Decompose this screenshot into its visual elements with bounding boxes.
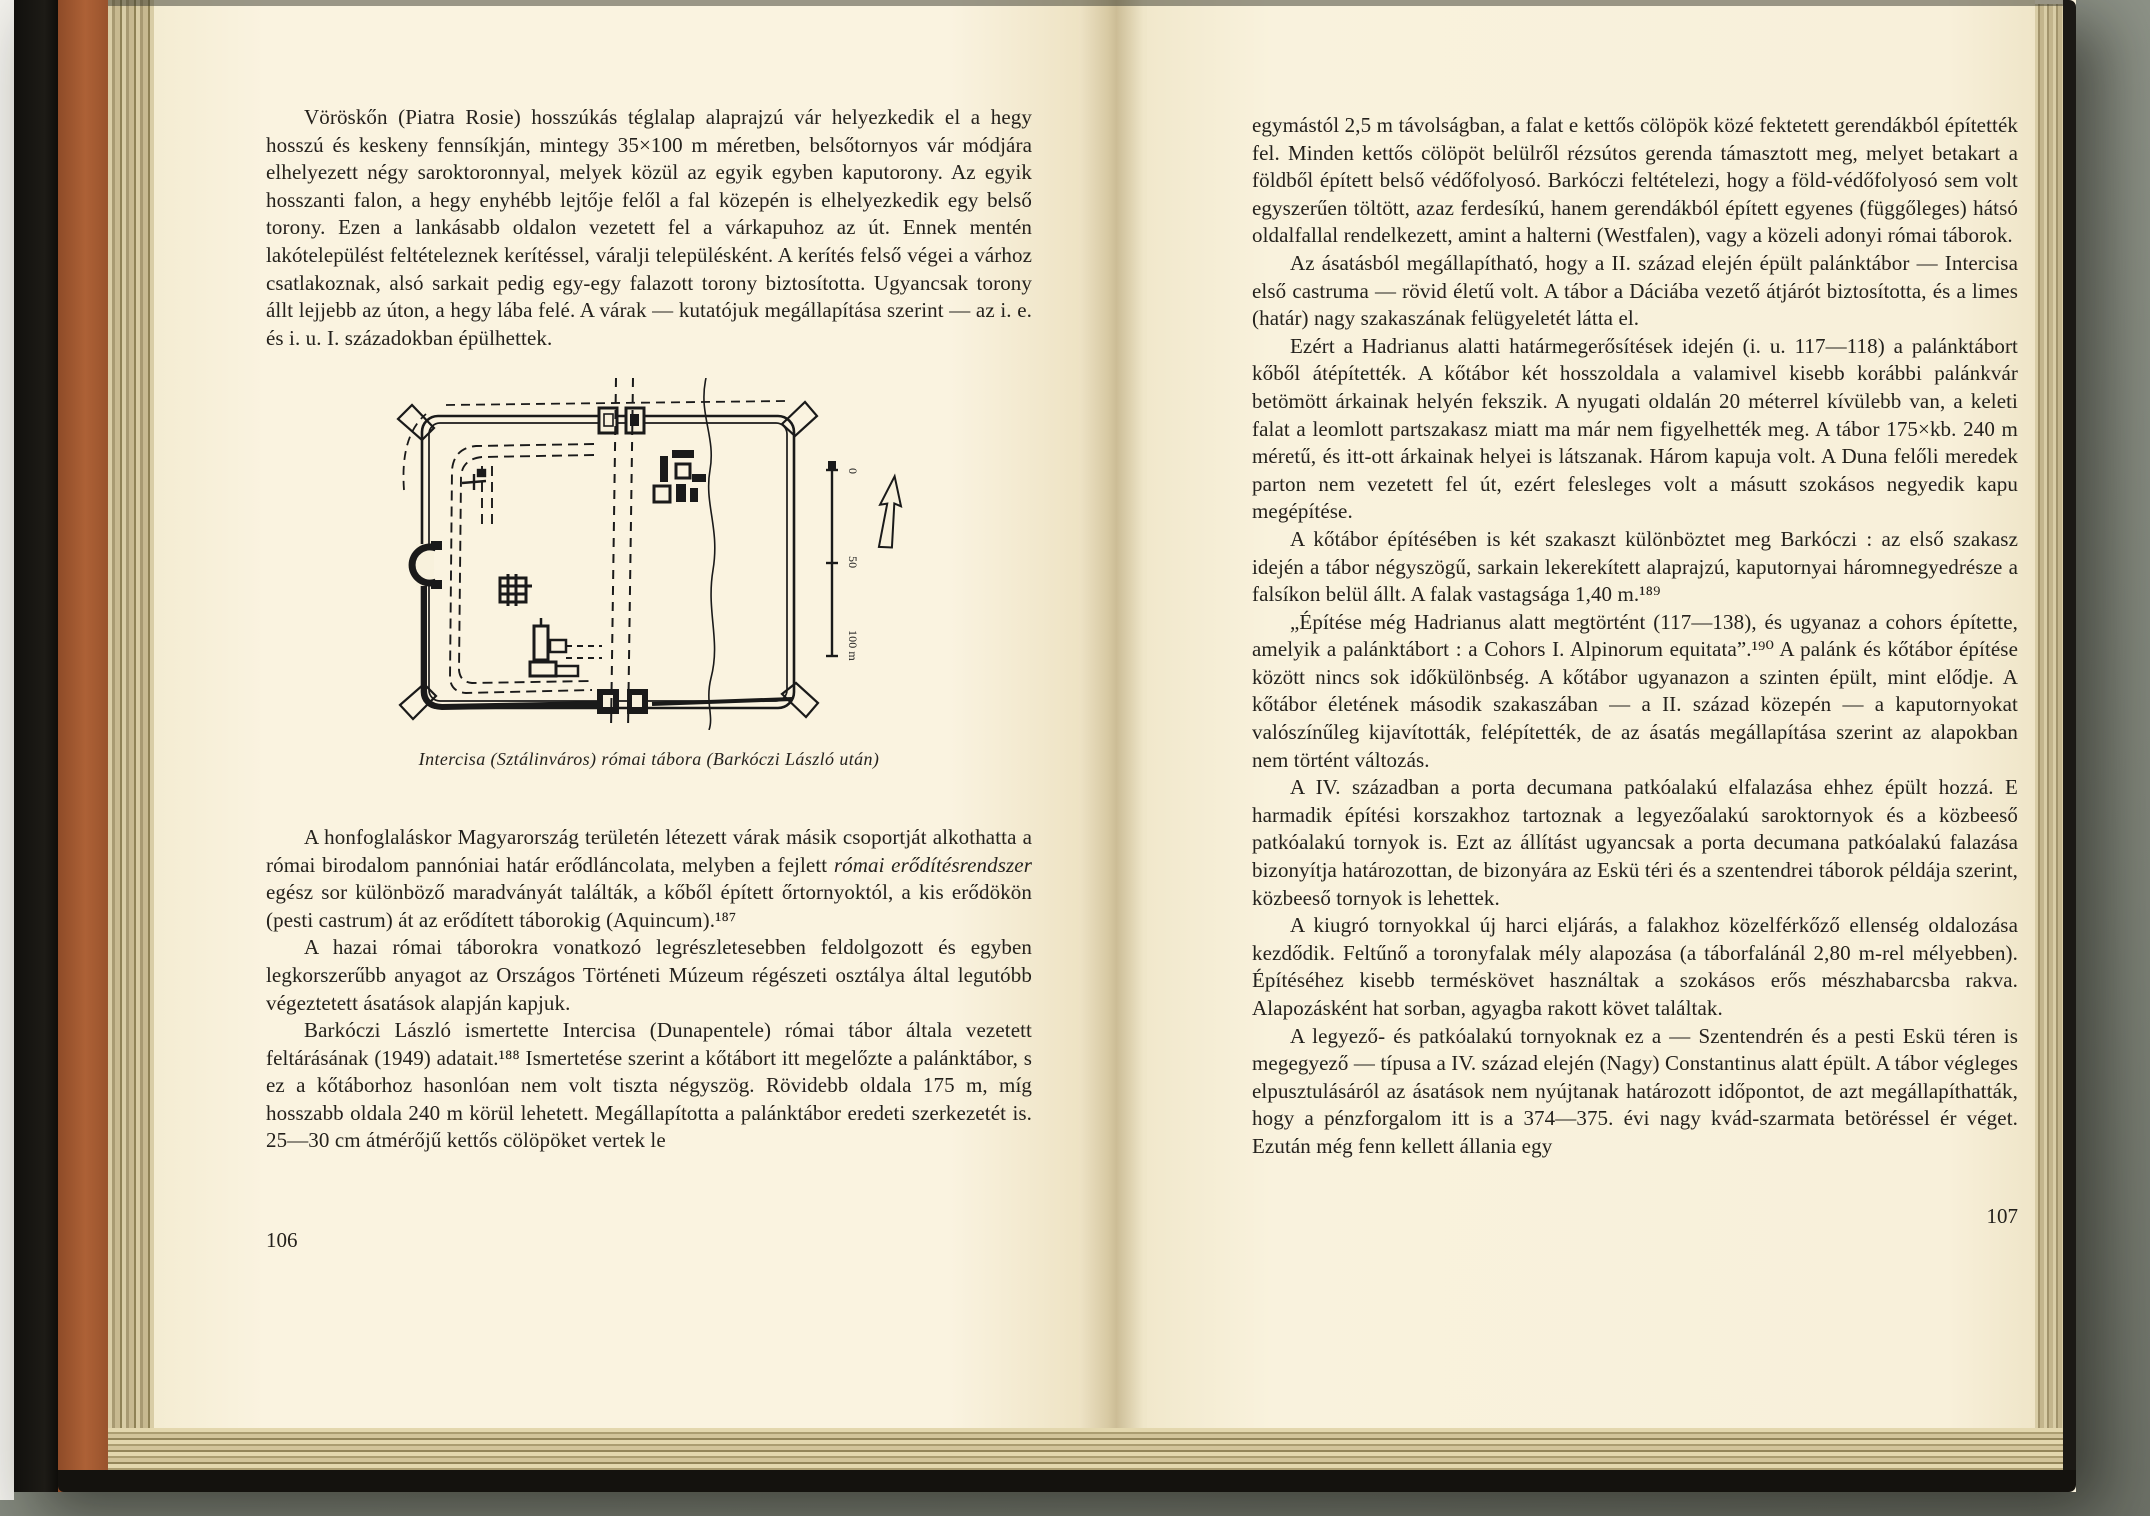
top-gate-towers xyxy=(599,408,644,433)
book xyxy=(14,0,2076,1492)
camp-plan-diagram xyxy=(354,378,944,730)
paragraph: A IV. században a porta decumana patkóalakú elfalazása ehhez épült hozzá. E harmadik építési korszakhoz tartoznak a legyezőalakú saroktornyok és a közbeeső patkóalakú tornyok is. Ezt az állítást ugyancsak a porta decumana patkóalakú falazása bizonyítja határozottan, de bizonyára az Eskü téri és a szentendrei táborok példája szerint, közbeeső tornyok is lehettek. xyxy=(1252,775,2018,910)
right-page-text xyxy=(1252,112,2018,1161)
page-edges-right xyxy=(2035,4,2063,1474)
italic-phrase: római erődítésrendszer xyxy=(833,852,1032,877)
page-number: 106 xyxy=(266,1228,298,1252)
right-page xyxy=(1147,0,2035,1428)
paragraph: Vöröskőn (Piatra Rosie) hosszúkás téglalap alaprajzú vár helyezkedik el a hegy hosszú és keskeny fennsíkján, mintegy 35×100 m méretben, belsőtornyos vár módjára elhelyezett négy saroktoronnyal, melyek közül az egyik egyben kaputorony. Az egyik hosszanti falon, a hegy enyhébb lejtője felől a fal közepén is elhelyezkedik egy belső torony. Ezen a lankásabb oldalon vezetett fel a várkapuhoz az út. Ennek mentén lakótelepülést feltételeznek kerítéssel, váralji településként. A kerítés felső végei a várhoz csatlakoznak, alsó sarkait pedig egy-egy falazott torony biztosította. Ugyancsak torony állt lejjebb az úton, a hegy lába felé. A várak — kutatójuk megállapítása szerint — az i. e. és i. u. I. századokban épülhettek. xyxy=(266,105,1032,350)
page-number: 107 xyxy=(1986,1204,2018,1228)
scan-edge-strip xyxy=(0,0,14,1500)
paragraph: „Építése még Hadrianus alatt megtörtént (117—138), és ugyanaz a cohors építette, amelyik a palánktábort : a Cohors I. Alpinorum equitata”.¹⁹⁰ A palánk és kőtábor építése között nincs sok időkülönbség. A kőtábor ugyanazon a szinten épült, mint elődje. A kőtábor életének második szakaszában — a II. század közepén — a kaputornyokat valószínűleg kijavították, felépítették, de az ásatás megállapítása szerint az alapokban nem történt változás. xyxy=(1252,609,2018,772)
bottom-cover-edge xyxy=(58,1470,2076,1492)
paragraph: Barkóczi László ismertette Intercisa (Dunapentele) római tábor általa vezetett feltárásának (1949) adatait.¹⁸⁸ Ismertetése szerint a kőtábort itt megelőzte a palánktábor, s ez a kőtáborhoz hasonlóan nem volt tiszta négyszög. Rövidebb oldala 175 m, míg hosszabb oldala 240 m körül lehetett. Megállapította a palánktábor eredeti szerkezetét is. 25—30 cm átmérőjű kettős cölöpöket vertek le xyxy=(266,1018,1032,1153)
camp-wall xyxy=(422,416,794,708)
page-edges-left xyxy=(108,0,154,1492)
top-edge-shade xyxy=(108,0,2063,6)
scale-label-fifty: 50 xyxy=(846,556,860,569)
left-page-text xyxy=(266,104,1032,1155)
figure-caption: Intercisa (Sztálinváros) római tábora (Barkóczi László után) xyxy=(418,749,880,770)
riverbank-line xyxy=(704,378,715,730)
book-cover-right xyxy=(2063,0,2076,1492)
camp-plan-figure xyxy=(266,378,1032,774)
horseshoe-gate-tower xyxy=(412,541,442,589)
outer-ditch-trace xyxy=(403,401,786,490)
buildings-north xyxy=(654,450,706,502)
buildings-centre xyxy=(500,574,532,606)
book-cover-left xyxy=(14,0,58,1492)
scale-label-hundred: 100 m xyxy=(846,630,860,662)
paragraph: A legyező- és patkóalakú tornyoknak ez a — Szentendrén és a pesti Eskü téren is megegyező — típusa a IV. század elején (Nagy) Constantinus alatt épült. A tábor végleges elpusztulásáról az ásatások nem nyújtanak határozott időpontot, de azt megállapíthatták, hogy a pénzforgalom itt is a 374—375. évi nagy kvád-szarmata betöréssel ér véget. Ezután még fenn kellett állania egy xyxy=(1252,1023,2018,1158)
bottom-page-stack xyxy=(108,1428,2063,1470)
north-arrow-icon xyxy=(875,475,905,549)
paragraph: egymástól 2,5 m távolságban, a falat e kettős cölöpök közé fektetett gerendákból építették fel. Minden kettős cölöpöt belülről rézsútos gerenda támasztott meg, melyet betakart a földből épített belső védőfolyosó. Barkóczi feltételezi, hogy a föld-védőfolyosó sem volt egyszerűen töltött, azaz ferdesíkú, hanem gerendákból épített egyenes (függőleges) hátsó oldalfallal rendelkezett, amint a halterni (Westfalen), vagy a közeli adonyi római táborok. xyxy=(1252,113,2018,248)
left-page xyxy=(154,0,1079,1428)
paragraph-text: egész sor különböző maradványát találták, a kőből épített őrtornyoktól, a kis erődökön (pesti castrum) át az erődített táborokig (Aquincum).¹⁸⁷ xyxy=(266,880,1032,932)
paragraph: Ezért a Hadrianus alatti határmegerősítések idején (i. u. 117—118) a palánktábort kőből átépítették. A kőtábor két hosszoldala a valamivel kisebb korábbi palánkvár betömött árkainak helyén fekszik. A nyugati oldalán 20 méterrel kívülebb van, a keleti falat a leomlott partszakasz miatt ma már nem figyelhették meg. A tábor 175×kb. 240 m méretű, és itt-ott árkainak helyei is látszanak. Három kapuja volt. A Duna felőli meredek parton nem vezetett fel út, ezért felesleges volt a másutt szokásos negyedik kapu megépítése. xyxy=(1252,333,2018,524)
buildings-south xyxy=(530,618,602,676)
scale-bar xyxy=(826,461,838,656)
paragraph: A kiugró tornyokkal új harci eljárás, a falakhoz közelférkőző ellenség oldalozása kezdődik. Feltűnő a toronyfalak mély alapozása (a táborfalánál 2,80 m-rel mélyebben). Építéséhez kisebb terméskövet használtak a szokásos erős mészhabarcsba rakva. Alapozásként hat sorban, agyagba rakott követ találtak. xyxy=(1252,913,2018,1020)
paragraph-text: A honfoglaláskor Magyarország területén létezett várak másik csoportját alkothatta a római birodalom pannóniai határ erődláncolata, melyben a fejlett xyxy=(266,824,1032,877)
gutter-shadow xyxy=(1079,0,1147,1428)
paragraph: A kőtábor építésében is két szakaszt különböztet meg Barkóczi : az első szakasz idején a tábor négyszögű, sarkain lekerekített alaprajzú, kaputornyai háromnegyedrésze a falsíkon belül állt. A falak vastagsága 1,40 m.¹⁸⁹ xyxy=(1252,526,2018,607)
book-spine xyxy=(58,0,108,1492)
paragraph: Az ásatásból megállapítható, hogy a II. század elején épült palánktábor — Intercisa első castruma — rövid életű volt. A tábor a Dáciába vezető átjárót biztosította, és a limes (határ) nagy szakaszának felügyeletét látta el. xyxy=(1252,250,2018,331)
paragraph: A hazai római táborokra vonatkozó legrészletesebben feldolgozott és egyben legkorszerűbb anyagot az Országos Történeti Múzeum régészeti osztálya által legutóbb végeztetett ásatások alapján kapjuk. xyxy=(266,935,1032,1015)
scale-label-zero: 0 xyxy=(846,468,860,475)
paragraph xyxy=(266,824,1032,934)
